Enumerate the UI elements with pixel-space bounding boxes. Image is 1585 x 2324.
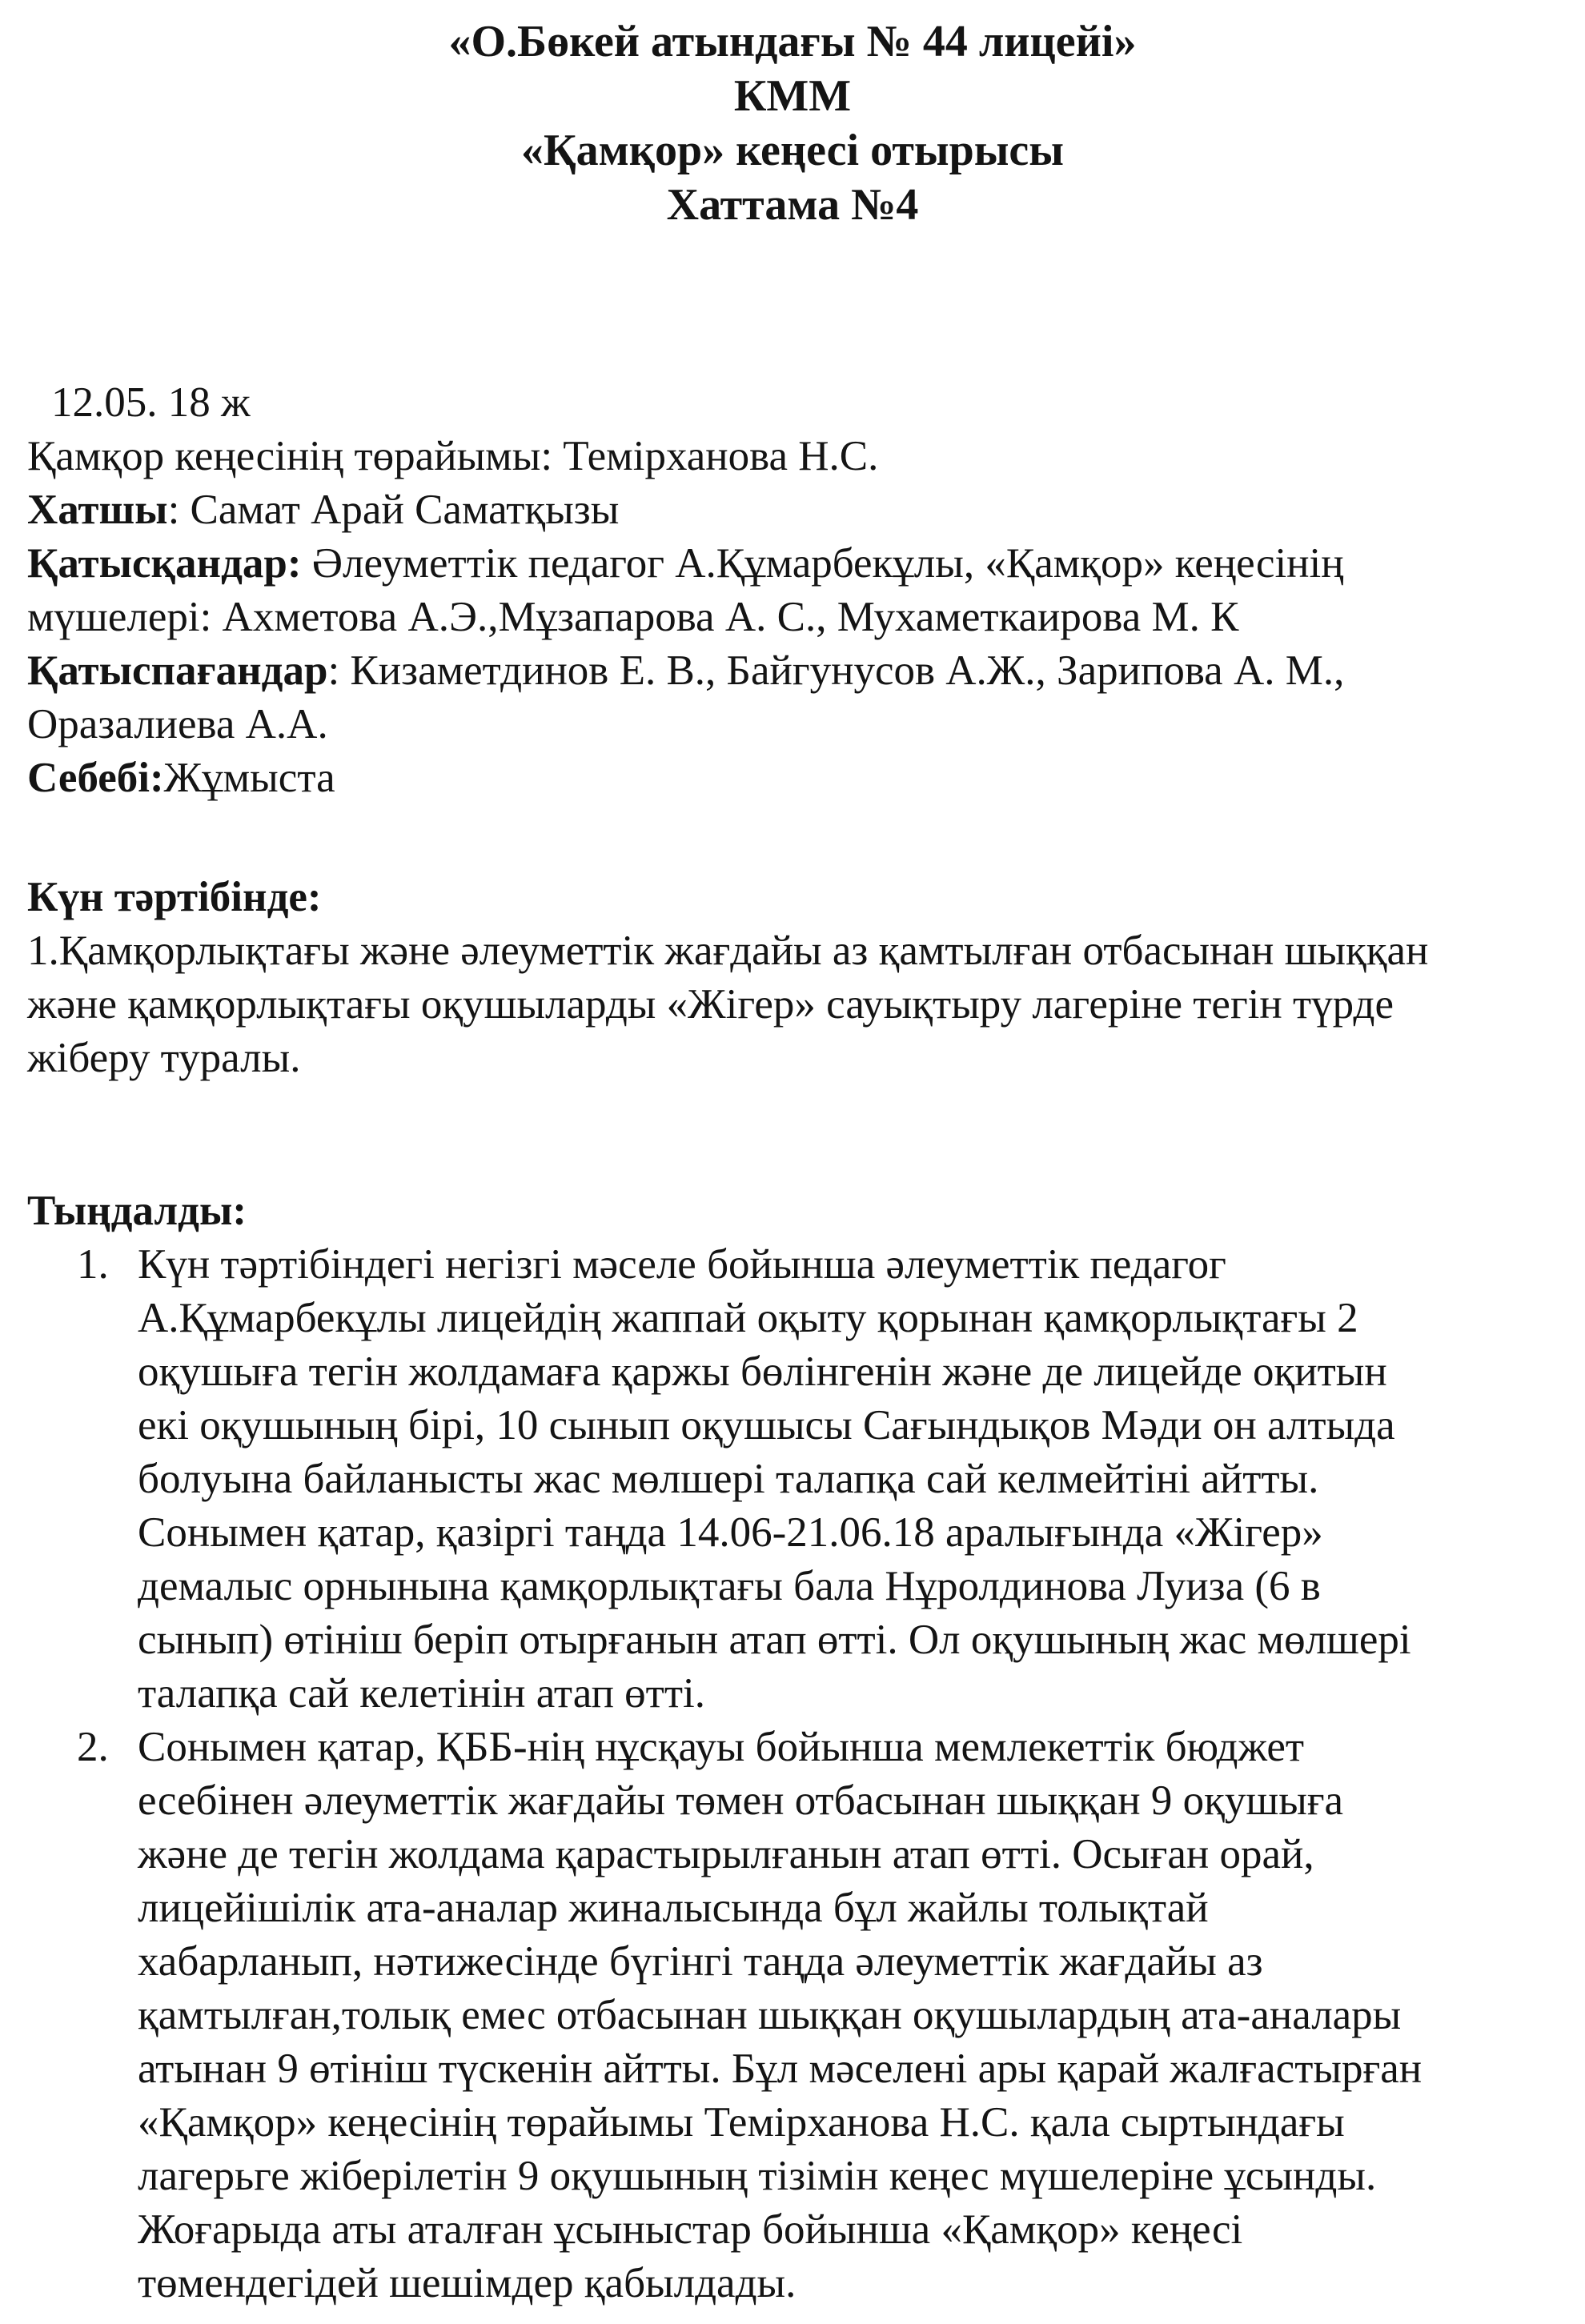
agenda-section bbox=[27, 871, 1556, 1085]
item-body bbox=[138, 1238, 1564, 1721]
document-header bbox=[0, 14, 1585, 232]
item-line: есебінен әлеуметтік жағдайы төмен отбасынан шыққан 9 оқушыға bbox=[138, 1777, 1344, 1824]
absent-value: : Кизаметдинов Е. В., Байгунусов А.Ж., Зарипова А. М., bbox=[327, 647, 1345, 694]
item-line: Күн тәртібіндегі негізгі мәселе бойынша әлеуметтік педагог bbox=[138, 1241, 1226, 1288]
header-meeting-title: «Қамқор» кеңесі отырысы bbox=[520, 126, 1065, 175]
meeting-present-cont: мүшелері: Ахметова А.Э.,Мұзапарова А. С., Мухаметкаирова М. К bbox=[27, 594, 1239, 640]
meeting-secretary bbox=[27, 483, 1548, 537]
item-line: хабарланып, нәтижесінде бүгінгі таңда әлеуметтік жағдайы аз bbox=[138, 1938, 1263, 1985]
heard-title: Тыңдалды: bbox=[27, 1188, 247, 1234]
agenda-line: жіберу туралы. bbox=[27, 1035, 301, 1081]
meeting-present bbox=[27, 537, 1548, 591]
item-line: Сонымен қатар, қазіргі таңда 14.06-21.06.18 аралығында «Жігер» bbox=[138, 1509, 1323, 1556]
item-line: лагерьге жіберілетін 9 оқушының тізімін кеңес мүшелеріне ұсынды. bbox=[138, 2153, 1377, 2199]
item-line: Сонымен қатар, ҚББ-нің нұсқауы бойынша мемлекеттік бюджет bbox=[138, 1724, 1305, 1770]
meeting-details bbox=[27, 376, 1548, 805]
agenda-line: 1.Қамқорлықтағы және әлеуметтік жағдайы аз қамтылған отбасынан шыққан bbox=[27, 928, 1429, 974]
meeting-absent bbox=[27, 644, 1548, 698]
meeting-chair: Қамқор кеңесінің төрайымы: Темірханова Н.С. bbox=[27, 433, 879, 479]
header-protocol-number: Хаттама №4 bbox=[666, 180, 919, 230]
absent-label: Қатыспағандар bbox=[27, 647, 328, 694]
header-institution-type: КММ bbox=[733, 71, 852, 121]
item-line: және де тегін жолдама қарастырылғанын атап өтті. Осыған орай, bbox=[138, 1831, 1314, 1877]
meeting-date: 12.05. 18 ж bbox=[51, 379, 251, 426]
item-line: лицейішілік ата-аналар жиналысында бұл жайлы толықтай bbox=[138, 1885, 1209, 1931]
item-line: төмендегідей шешімдер қабылдады. bbox=[138, 2260, 797, 2306]
agenda-line: және қамқорлықтағы оқушыларды «Жігер» сауықтыру лагеріне тегін түрде bbox=[27, 981, 1394, 1028]
item-line: қамтылған,толық емес отбасынан шыққан оқушылардың ата-аналары bbox=[138, 1992, 1402, 2038]
secretary-label: Хатшы bbox=[27, 487, 168, 533]
item-line: демалыс орнынына қамқорлықтағы бала Нұролдинова Луиза (6 в bbox=[138, 1563, 1321, 1609]
secretary-value: : Самат Арай Саматқызы bbox=[167, 487, 620, 533]
item-line: талапқа сай келетінін атап өтті. bbox=[138, 1670, 705, 1717]
header-school-name: «О.Бөкей атындағы № 44 лицейі» bbox=[448, 17, 1137, 66]
item-line: Жоғарыда аты аталған ұсыныстар бойынша «Қамқор» кеңесі bbox=[138, 2206, 1243, 2253]
heard-item-2 bbox=[27, 1721, 1564, 2310]
item-line: «Қамқор» кеңесінің төрайымы Темірханова Н.С. қала сыртындағы bbox=[138, 2099, 1345, 2146]
meeting-absent-cont: Оразалиева А.А. bbox=[27, 701, 328, 747]
item-line: болуына байланысты жас мөлшері талапқа сай келмейтіні айтты. bbox=[138, 1456, 1319, 1502]
heard-item-1 bbox=[27, 1238, 1564, 1721]
reason-label: Себебі: bbox=[27, 755, 164, 801]
present-label: Қатысқандар: bbox=[27, 540, 302, 587]
item-line: атынан 9 өтініш түскенін айтты. Бұл мәселені ары қарай жалғастырған bbox=[138, 2046, 1422, 2092]
item-body bbox=[138, 1721, 1564, 2310]
item-number: 2. bbox=[77, 1724, 109, 1770]
item-line: оқушыға тегін жолдамаға қаржы бөлінгенін және де лицейде оқитын bbox=[138, 1348, 1387, 1395]
item-line: екі оқушының бірі, 10 сынып оқушысы Сағындықов Мәди он алтыда bbox=[138, 1402, 1395, 1448]
agenda-title: Күн тәртібінде: bbox=[27, 874, 322, 920]
reason-value: Жұмыста bbox=[163, 755, 335, 801]
present-value: Әлеуметтік педагог А.Құмарбекұлы, «Қамқор» кеңесінің bbox=[301, 540, 1344, 587]
meeting-reason bbox=[27, 751, 1548, 805]
item-line: сынып) өтініш беріп отырғанын атап өтті. Ол оқушының жас мөлшері bbox=[138, 1617, 1411, 1663]
heard-section bbox=[27, 1184, 1564, 2310]
item-line: А.Құмарбекұлы лицейдің жаппай оқыту қорынан қамқорлықтағы 2 bbox=[138, 1295, 1358, 1341]
item-number: 1. bbox=[77, 1241, 109, 1288]
